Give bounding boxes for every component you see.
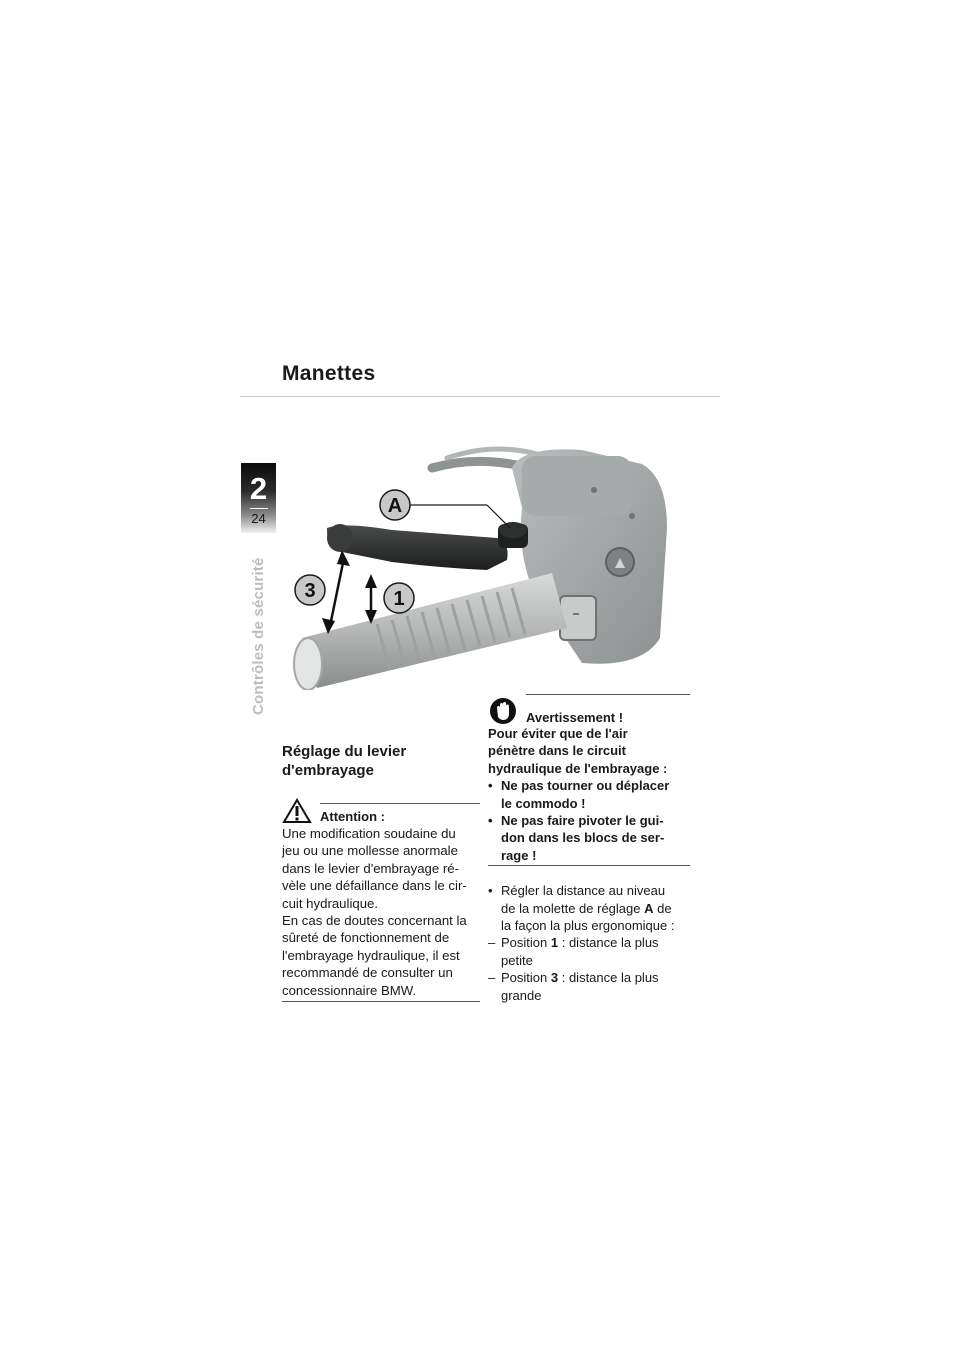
section-heading [282, 742, 480, 780]
attention-icon [282, 798, 312, 824]
bullet-line: don dans les blocs de ser- [501, 830, 665, 846]
stop-hand-icon [488, 697, 518, 725]
dash-mark: – [488, 970, 496, 986]
dash-mark: – [488, 935, 496, 951]
attention-line: l'embrayage hydraulique, il est [282, 947, 460, 963]
position-item [488, 969, 690, 1004]
page-number: 24 [251, 511, 266, 526]
bullet-line: le commodo ! [501, 795, 586, 811]
attention-line: recommandé de consulter un [282, 965, 453, 981]
chapter-divider [250, 508, 268, 509]
bullet-mark: • [488, 778, 493, 794]
bullet-line: rage ! [501, 847, 537, 863]
position-number: 1 [550, 935, 559, 951]
attention-line: vèle une défaillance dans le cir- [282, 878, 467, 894]
adjuster-ref: A [644, 900, 654, 916]
attention-line: concessionnaire BMW. [282, 982, 417, 998]
position-suffix: : distance la plus [558, 970, 659, 986]
warning-bullet [488, 777, 690, 812]
instruction-line: de la molette de réglage [501, 900, 645, 916]
attention-header [282, 798, 480, 824]
chapter-number: 2 [249, 471, 268, 506]
position-suffix: : distance la plus [558, 935, 659, 951]
rocker-switch [560, 596, 596, 640]
bullet-mark: • [488, 883, 493, 899]
warning-line: pénètre dans le circuit [488, 743, 626, 759]
clutch-lever-illustration [282, 438, 689, 690]
position-item [488, 934, 690, 969]
warning-label: Avertissement ! [526, 710, 624, 725]
instruction-step [488, 882, 690, 934]
bullet-line: Ne pas faire pivoter le gui- [501, 813, 664, 829]
warning-rule-bottom [488, 865, 690, 866]
warning-header [488, 697, 690, 725]
callout-3: 3 [304, 580, 316, 602]
section-heading-line-1: Réglage du levier [282, 743, 407, 760]
attention-line: Une modification soudaine du [282, 826, 456, 841]
instructions [488, 882, 690, 1004]
section-heading-line-2: d'embrayage [282, 762, 374, 779]
instruction-line: de [653, 900, 672, 916]
position-prefix: Position [501, 970, 551, 986]
position-prefix: Position [501, 935, 551, 951]
warning-bullet [488, 812, 690, 864]
instruction-line: Régler la distance au niveau [501, 883, 666, 899]
grip-end [294, 638, 322, 690]
attention-label: Attention : [320, 809, 385, 824]
callout-a: A [387, 495, 403, 517]
chapter-side-label: Contrôles de sécurité [250, 557, 267, 715]
attention-rule-bottom [282, 1001, 480, 1002]
warning-line: Pour éviter que de l'air [488, 726, 628, 741]
reservoir [522, 456, 632, 516]
attention-body [282, 825, 480, 999]
attention-line: En cas de doutes concernant la [282, 913, 467, 929]
attention-line: jeu ou une mollesse anormale [282, 843, 458, 859]
clutch-lever [327, 525, 508, 570]
attention-line: dans le levier d'embrayage ré- [282, 860, 459, 876]
attention-line: sûreté de fonctionnement de [282, 930, 450, 946]
title-divider [240, 396, 720, 397]
callout-1: 1 [393, 588, 405, 610]
warning-body [488, 725, 690, 864]
handlebar-grip [302, 573, 567, 688]
warning-line: hydraulique de l'embrayage : [488, 760, 668, 776]
left-column [282, 742, 480, 1002]
warning-rule-top [526, 694, 690, 695]
instruction-line: la façon la plus ergonomique : [501, 918, 675, 934]
position-number: 3 [550, 970, 559, 986]
right-column [488, 694, 690, 1004]
position-cont: grande [501, 987, 542, 1003]
bullet-mark: • [488, 813, 493, 829]
attention-line: cuit hydraulique. [282, 895, 379, 911]
position-cont: petite [501, 952, 533, 968]
page-title: Manettes [282, 362, 376, 385]
chapter-tab [241, 463, 276, 533]
bullet-line: Ne pas tourner ou déplacer [501, 778, 670, 794]
